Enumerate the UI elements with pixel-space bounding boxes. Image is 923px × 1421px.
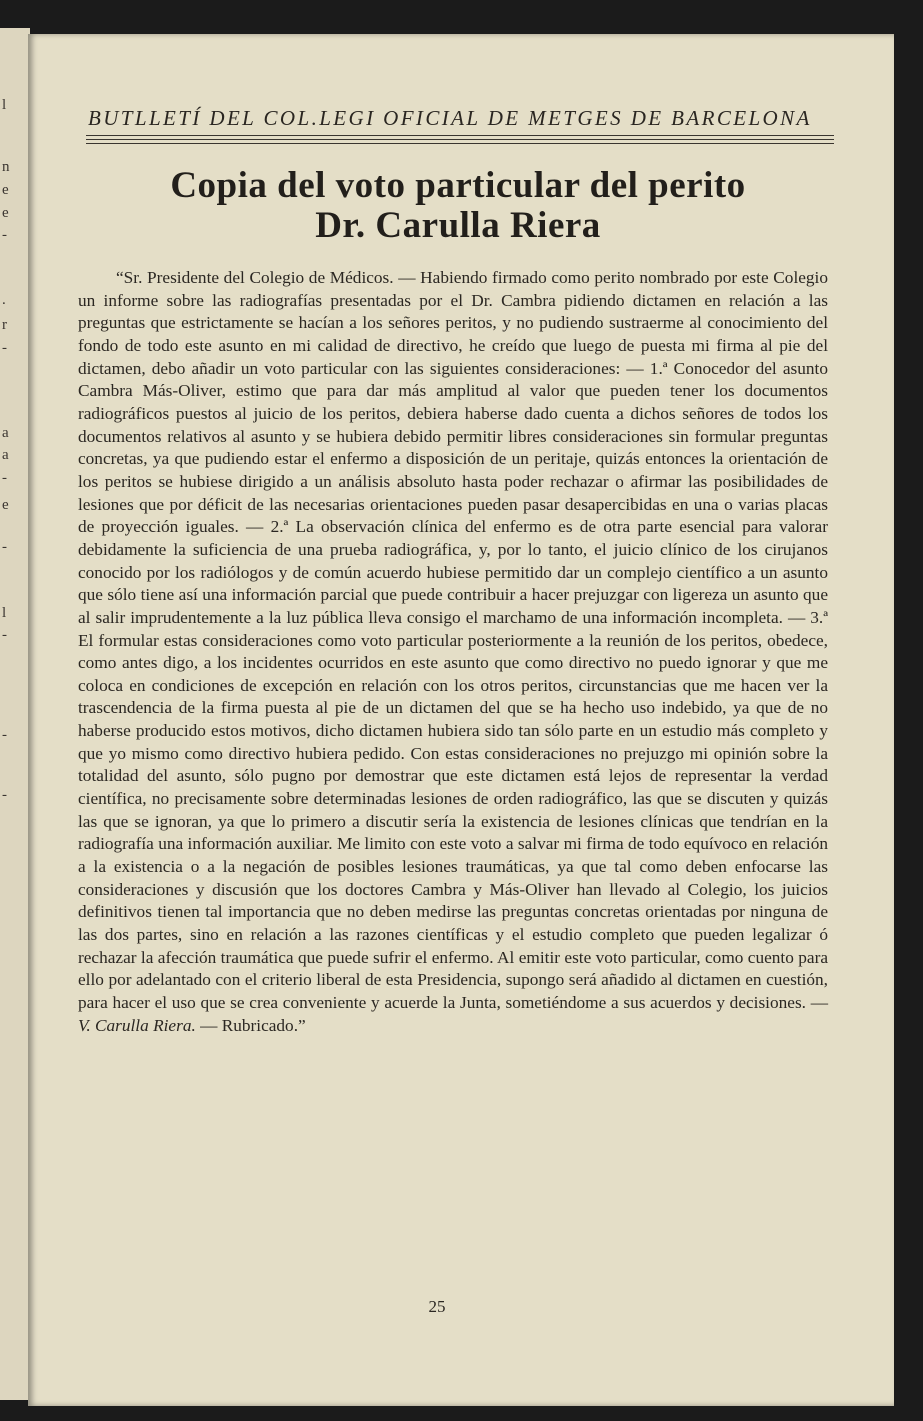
journal-header: BUTLLETÍ DEL COL.LEGI OFICIAL DE METGES DE BARCELONA	[88, 106, 812, 130]
margin-fragment: -	[2, 470, 7, 486]
article-title	[68, 166, 848, 246]
page-number: 25	[428, 1297, 446, 1316]
margin-fragment: l	[2, 605, 7, 621]
margin-fragment: e	[2, 497, 9, 513]
margin-fragment: a	[2, 447, 9, 463]
header-rule	[86, 135, 834, 136]
body-text: “Sr. Presidente del Colegio de Médicos. — Habiendo firmado como perito nombrado por este Colegio un informe sobre las radiografías presentadas por el Dr. Cambra pidiendo dictamen en relación a las preguntas que estrictamente se hacían a los señores peritos, y no pudiendo sustraerme al conocimiento del fondo de todo este asunto en mi calidad de directivo, he creído que luego de puesta mi firma al pie del dictamen, debo añadir un voto particular con las siguientes consideraciones: — 1.ª Conocedor del asunto Cambra Más-Oliver, estimo que para dar más amplitud al valor que pueden tener los documentos radiográficos puestos al juicio de los peritos, debiera haberse dado cuenta a dichos señores de todos los documentos relativos al asunto y se hubiera debido permitir libres consideraciones sin formular preguntas concretas, ya que pudiendo estar el enfermo a disposición de un peritaje, quizás entonces la orientación de los peritos se hubiese dirigido a un análisis absoluto hasta poder rechazar o afirmar las posibilidades de lesiones que por déficit de las necesarias orientaciones pueden pasar desapercibidas en una o varias placas de proyección iguales. — 2.ª La observación clínica del enfermo es de otra parte esencial para valorar debidamente la suficiencia de una prueba radiográfica, y, por lo tanto, el juicio clínico de los cirujanos conocido por los radiólogos y de común acuerdo hubiese permitido dar un complejo científico a un asunto que sólo tiene así una información parcial que puede contribuir a hacer prejuzgar con ligereza un asunto que al salir imprudentemente a la luz pública lleva consigo el marchamo de una información incompleta. — 3.ª El formular estas consideraciones como voto particular posteriormente a la reunión de los peritos, obedece, como antes digo, a los incidentes ocurridos en este asunto que como directivo no puedo ignorar y que me coloca en condiciones de excepción en relación con los otros peritos, circunstancias que me hacen ver la trascendencia de la firma puesta al pie de un dictamen del que se ha hecho uso indebido, ya que de no haberse producido estos motivos, dicho dictamen hubiera sido tan sólo parte en un estudio más completo y que yo mismo como directivo hubiera pedido. Con estas consideraciones no prejuzgo mi opinión sobre la totalidad del asunto, sólo pugno por demostrar que este dictamen está lejos de representar la verdad científica, no precisamente sobre determinadas lesiones de orden radiográfico, las que se discuten y quizás las que se ignoran, ya que lo primero a discutir sería la existencia de lesiones clínicas que tendrían en la radiografía una información auxiliar. Me limito con este voto a salvar mi firma de todo equívoco en relación a la existencia o a la negación de posibles lesiones traumáticas, ya que tal como deben enfocarse las consideraciones y discusión que los doctores Cambra y Más-Oliver han llevado al Colegio, los juicios definitivos tienen tal importancia que no deben medirse las preguntas concretas orientadas por ninguna de las dos partes, sino en relación a las razones científicas y el estudio completo que pueden legalizar ó rechazar la afección traumática que puede sufrir el enfermo. Al emitir este voto particular, como cuento para ello por adelantado con el criterio liberal de esta Presidencia, supongo será añadido al dictamen en cuestión, para hacer el uso que se crea conveniente y acuerde la Junta, sometiéndome a sus acuerdos y decisiones. —	[78, 268, 828, 1012]
previous-page-edge	[0, 28, 30, 1400]
article-body	[78, 267, 828, 1037]
signature: V. Carulla Riera.	[78, 1015, 196, 1035]
margin-fragment: -	[2, 340, 7, 356]
document-page	[28, 34, 894, 1406]
closing-text: — Rubricado.”	[200, 1015, 306, 1035]
margin-fragment: .	[2, 292, 6, 308]
margin-fragment: a	[2, 425, 9, 441]
margin-fragment: -	[2, 627, 7, 643]
header-rule	[86, 143, 834, 144]
margin-fragment: r	[2, 317, 7, 333]
margin-fragment: -	[2, 227, 7, 243]
margin-fragment: -	[2, 539, 7, 555]
title-line-2: Dr. Carulla Riera	[315, 205, 601, 246]
margin-fragment: e	[2, 205, 9, 221]
margin-fragment: e	[2, 182, 9, 198]
margin-fragment: -	[2, 787, 7, 803]
margin-fragment: -	[2, 727, 7, 743]
margin-fragment: n	[2, 159, 10, 175]
title-line-1: Copia del voto particular del perito	[170, 165, 746, 206]
margin-fragment: l	[2, 97, 7, 113]
header-rule	[86, 139, 834, 140]
